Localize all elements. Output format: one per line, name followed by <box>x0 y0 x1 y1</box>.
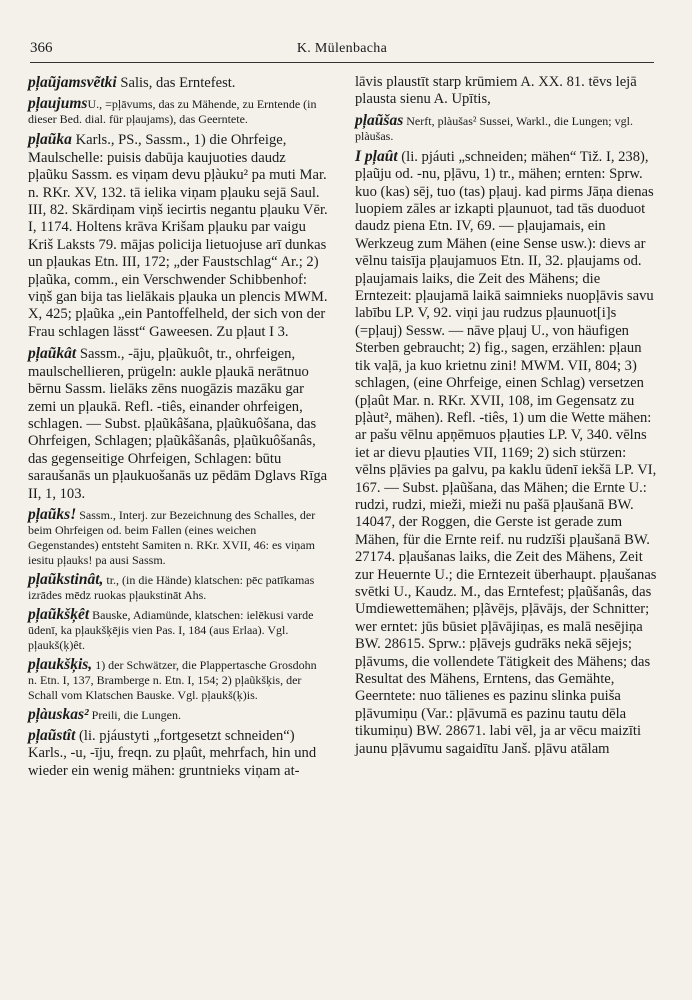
dictionary-entry <box>28 607 328 653</box>
entry-headword: pļaũstît <box>28 726 76 744</box>
dictionary-entry <box>355 74 657 109</box>
dictionary-entry <box>28 131 328 341</box>
dictionary-entry <box>28 74 328 92</box>
entry-headword: pļaũkât <box>28 345 77 363</box>
entry-text: Nerft, plàušas² Sussei, Warkl., die Lungen; vgl. plàušas. <box>355 113 633 143</box>
entry-headword: pļaujums <box>28 95 88 113</box>
entry-text: lāvis plaustīt starp krūmiem A. XX. 81. tēvs lejā plausta sienu A. Upītis, <box>355 74 637 108</box>
entry-text: Salis, das Erntefest. <box>116 75 236 91</box>
dictionary-entry <box>28 96 328 127</box>
right-column <box>355 74 657 762</box>
entry-headword: pļaukšķis, <box>28 655 93 673</box>
entry-headword: pļaũkšķêt <box>28 605 90 623</box>
entry-headword: pļaũkstinât, <box>28 570 104 588</box>
page-header <box>30 40 654 63</box>
dictionary-entry <box>355 148 657 758</box>
entry-headword: pļaũks! <box>28 505 77 523</box>
left-column <box>28 74 328 784</box>
entry-text: tr., (in die Hände) klatschen: pēc patīkamas izrādes mēdz ruokas pļaukstināt Ahs. <box>28 572 315 602</box>
dictionary-entry <box>355 113 657 144</box>
entry-text: (li. pjáuti „schneiden; mähen“ Tiž. I, 238), pļaũju od. -nu, pļāvu, 1) tr., mähen; ernten: Sprw. kuo (kas) sēj, tuo (tas) pļauj. kad pirms Jāņa dienas luopiem zāles ar izkapti pļaunuot, tad tās duoduot daudz piena Etn. IV, 69. — pļaujamais, ein Werkzeug zum Mähen (eine Sense usw.): dievs ar vēlnu taisīja pļaujamuos Etn. II, 32. pļaujams od. pļaujamais laiks, die Zeit des Mähens; die Erntezeit: pļaujamā laikā saimnieks nuopļāvis savu labību LP. V, 92. viņi jau rudzus pļaunuot[i]s (=pļauj) Sessw. — nāve pļauj U., von häufigen Sterben gebraucht; 2) fig., sagen, erzählen: pļaun tik vaļā, ja kuo krietnu zini! MWM. VII, 804; 3) schlagen, (eine Ohrfeige, einen Schlag) versetzen (pļaût Mar. n. RKr. XVII, 108, im Gegensatz zu pļàut², mähen). Refl. -tiês, 1) um die Wette mähen: ar pašu vēlnu apņēmuos pļauties LP. V, 340. vēlns iet ar dievu pļauties VII, 1169; 2) sich stürzen: vēlns pļāvies pa galvu, pa kaklu ūdenī iekšā LP. VI, 167. — Subst. pļaũšana, das Mähen; die Ernte U.: rudzi, rudzi, mieži, mieži nu pašā pļaušanā BW. 14047, der Roggen, die Gerste ist gerade zum Mähen, für die Ernte reif. nu rudzīši pļaušanā BW. 27174. pļaušanas laiks, die Zeit des Mähens, Zeit zur Heuernte U.; die Erntezeit überhaupt. pļaušanas svētki U., Kaudz. M., das Erntefest; pļaũšanâs, das Umdiewettemähen; pļãvējs, pļāvājs, der Schnitter; wer erntet: jūs būsiet pļāvājiņas, es malā nesējiņa BW. 28615. Sprw.: pļāvejs gudrāks nekā sējejs; pļāvums, die vollendete Tätigkeit des Mähens; das Resultat des Mähens, Erntens, das Gemähte, Geerntete: nuo tālienes es pazinu slinka puiša pļāvumiņu (Var.: pļāvumā es pazinu tautu dēla tikumiņu) BW. 28671. labi vēl, ja ar vēcu maizīti jaunu pļāvumu sagaidītu Janš. pļāvu atālam <box>355 148 657 757</box>
entry-text: (li. pjáustyti „fortgesetzt schneiden“) Karls., -u, -īju, freqn. zu pļaût, mehrfach, hin und wieder ein wenig mähen: gruntnieks viņam at- <box>28 727 317 779</box>
entry-headword: pļàuskas² <box>28 705 89 723</box>
dictionary-entry <box>28 707 328 723</box>
entry-text: Bauske, Adiamünde, klatschen: ielēkusi varde ūdenī, ka pļaukšķējis vien Pas. I, 184 (aus Erlaa). Vgl. pļaukš(ķ)êt. <box>28 607 314 652</box>
entry-text: Sassm., -āju, pļaũkuôt, tr., ohrfeigen, maulschellieren, prügeln: aukle pļaukā nerātnuo bērnu Sassm. lielāks zēns nuogāzis mazāku gar zemi un pļaukā. Refl. -tiês, einander ohrfeigen, schlagen. — Subst. pļaũkâšana, pļaũkuôšana, das Ohrfeigen, Schlagen; pļaũkâšanâs, pļaũkuôšanâs, das gegenseitige Ohrfeigen, Schlagen: būtu saraušanās un pļaukuošanās uz pēdām Dglavs Rīga II, 1, 103. <box>28 346 328 502</box>
dictionary-entry <box>28 657 328 703</box>
entry-text: Karls., PS., Sassm., 1) die Ohrfeige, Maulschelle: puisis dabūja kaujuoties daudz pļaũku Sassm. es viņam devu pļàuku² pa muti Mar. n. RKr. XV, 132. tā ielika viņam pļauku sejā Saul. III, 82. Skārdiņam viņš iecirtis negantu pļauku Vēr. I, 1174. Holtens krāva Krišam pļauku par vaigu Kriš Laksts 79. mājas policija lietuojuse arī dunkas un pļaukas Etn. III, 172; „der Faustschlag“ Ar.; 2) pļaũka, comm., ein Verschwender Schibbenhof: viņš gan bija tas lielākais pļauka un plencis MWM. X, 425; pļaũka „ein Pantoffelheld, der sich von der Frau schlagen lässt“ Gaweesen. Zu pļaut I 3. <box>28 132 328 340</box>
running-head: K. Mülenbacha <box>296 41 388 56</box>
entry-text: U., =pļāvums, das zu Mähende, zu Erntende (in dieser Bed. dial. für pļaujams), das Geerntete. <box>28 97 317 127</box>
dictionary-entry <box>28 507 328 568</box>
entry-text: Sassm., Interj. zur Bezeichnung des Schalles, der beim Ohrfeigen od. beim Fallen (eines weichen Gegenstandes) entsteht Samiten n. RKr. XVII, 46: es viņam iesitu pļauks! pa ausi Sassm. <box>28 507 316 567</box>
dictionary-entry <box>28 727 328 780</box>
entry-text: Preili, die Lungen. <box>88 707 181 722</box>
page-number: 366 <box>30 40 53 56</box>
dictionary-entry <box>28 572 328 603</box>
dictionary-entry <box>28 345 328 503</box>
entry-text: 1) der Schwätzer, die Plappertasche Grosdohn n. Etn. I, 137, Bramberge n. Etn. I, 154; 2) pļaũkšķis, der Schall vom Klatschen Bauske. Vgl. pļaukš(ķ)is. <box>28 657 317 702</box>
entry-headword: pļaũšas <box>355 111 404 129</box>
entry-headword: I pļaût <box>355 147 398 165</box>
entry-headword: pļaũjamsvẽtki <box>28 74 117 91</box>
entry-headword: pļaũka <box>28 131 72 149</box>
